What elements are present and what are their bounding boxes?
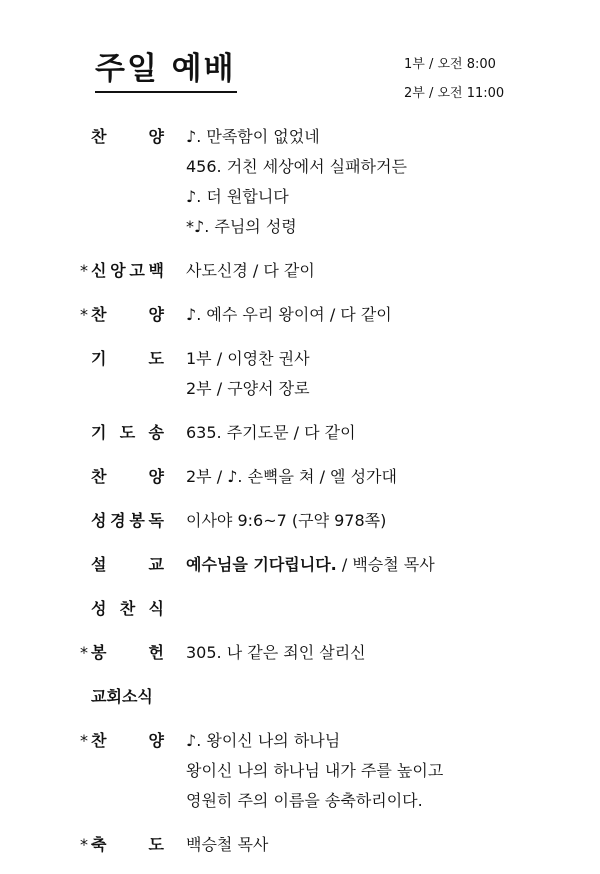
label-char: 찬 (91, 305, 107, 324)
content-line: ♪. 더 원합니다 (186, 187, 289, 206)
label-char: 신 (91, 261, 107, 280)
worship-item (80, 344, 580, 404)
content-line: 305. 나 같은 죄인 살리신 (186, 643, 366, 662)
worship-item (80, 594, 580, 624)
worship-item (80, 830, 580, 860)
label-text (91, 726, 164, 756)
service-time-2: 2부 / 오전 11:00 (404, 86, 505, 101)
worship-item-label (80, 256, 186, 286)
worship-item-content (186, 122, 580, 242)
label-char: 송 (148, 423, 164, 442)
label-char: 찬 (91, 127, 107, 146)
label-text (91, 344, 164, 374)
content-line: 2부 / ♪. 손뼉을 쳐 / 엘 성가대 (186, 467, 397, 486)
label-text (91, 256, 164, 286)
worship-item-content (186, 726, 580, 816)
content-line: ♪. 만족함이 없었네 (186, 127, 320, 146)
worship-item (80, 462, 580, 492)
label-char: 도 (148, 349, 164, 368)
label-text (91, 418, 164, 448)
label-char: 양 (148, 127, 164, 146)
content-line: 1부 / 이영찬 권사 (186, 349, 310, 368)
label-text (91, 682, 164, 712)
label-text (91, 506, 164, 536)
label-char: 찬 (119, 599, 136, 618)
content-line: *♪. 주님의 성령 (186, 217, 297, 236)
label-char: 기 (91, 423, 107, 442)
label-char: 양 (148, 731, 164, 750)
standing-mark: * (80, 261, 88, 280)
content-line: 이사야 9:6~7 (구약 978쪽) (186, 511, 387, 530)
sermon-line (186, 550, 580, 580)
label-char: 양 (148, 305, 164, 324)
label-char: 경 (110, 511, 126, 530)
worship-item-label (80, 550, 186, 580)
label-text (91, 594, 164, 624)
content-line: ♪. 왕이신 나의 하나님 (186, 731, 341, 750)
worship-item-label (80, 122, 186, 152)
content-line: 왕이신 나의 하나님 내가 주를 높이고 (186, 761, 444, 780)
content-line: 456. 거친 세상에서 실패하거든 (186, 157, 407, 176)
label-char: 교 (148, 555, 164, 574)
label-char: 앙 (110, 261, 126, 280)
content-line: 사도신경 / 다 같이 (186, 261, 315, 280)
label-text (91, 462, 164, 492)
label-char: 성 (91, 511, 107, 530)
worship-item-content (186, 830, 580, 860)
label-char: 설 (91, 555, 107, 574)
worship-item-content (186, 550, 580, 580)
label-text (91, 638, 164, 668)
label-text (91, 830, 164, 860)
content-line: 영원히 주의 이름을 송축하리이다. (186, 791, 423, 810)
worship-item-content (186, 300, 580, 330)
worship-item-content (186, 418, 580, 448)
content-line: 635. 주기도문 / 다 같이 (186, 423, 356, 442)
worship-item-label (80, 462, 186, 492)
worship-item (80, 726, 580, 816)
sermon-preacher: / 백승철 목사 (336, 555, 435, 574)
standing-mark: * (80, 305, 88, 324)
service-times (404, 50, 504, 108)
label-char: 봉 (129, 511, 145, 530)
label-char: 양 (148, 467, 164, 486)
worship-item-label (80, 418, 186, 448)
worship-item-content (186, 462, 580, 492)
sermon-title: 예수님을 기다립니다. (186, 555, 337, 574)
label-char: 식 (137, 687, 153, 706)
worship-item-label (80, 344, 186, 374)
worship-item-content (186, 344, 580, 404)
label-char: 백 (148, 261, 164, 280)
content-line: 백승철 목사 (186, 835, 269, 854)
worship-item (80, 122, 580, 242)
label-char: 기 (91, 349, 107, 368)
worship-item-label (80, 726, 186, 756)
label-char: 독 (148, 511, 164, 530)
content-line: ♪. 예수 우리 왕이여 / 다 같이 (186, 305, 392, 324)
worship-item (80, 550, 580, 580)
standing-mark: * (80, 731, 88, 750)
label-text (91, 300, 164, 330)
worship-item (80, 638, 580, 668)
label-char: 찬 (91, 467, 107, 486)
worship-item-label (80, 300, 186, 330)
content-line: 2부 / 구양서 장로 (186, 379, 310, 398)
worship-item (80, 300, 580, 330)
worship-item (80, 256, 580, 286)
label-char: 찬 (91, 731, 107, 750)
label-text (91, 550, 164, 580)
worship-item (80, 682, 580, 712)
label-char: 고 (129, 261, 145, 280)
standing-mark: * (80, 643, 88, 662)
label-char: 성 (91, 599, 107, 618)
label-char: 회 (106, 687, 122, 706)
worship-item-label (80, 506, 186, 536)
order-of-worship (80, 122, 580, 874)
service-time-1: 1부 / 오전 8:00 (404, 57, 496, 72)
label-text (91, 122, 164, 152)
label-char: 축 (91, 835, 107, 854)
worship-item-content (186, 506, 580, 536)
label-char: 헌 (148, 643, 164, 662)
label-char: 교 (91, 687, 107, 706)
worship-item-content (186, 256, 580, 286)
label-char: 도 (119, 423, 136, 442)
label-char: 봉 (91, 643, 107, 662)
standing-mark: * (80, 835, 88, 854)
label-char: 식 (148, 599, 164, 618)
worship-item-content (186, 638, 580, 668)
worship-item-label (80, 638, 186, 668)
worship-item-label (80, 594, 186, 624)
label-char: 도 (148, 835, 164, 854)
worship-item (80, 506, 580, 536)
worship-item-label (80, 682, 186, 712)
worship-item (80, 418, 580, 448)
page-title: 주일 예배 (95, 50, 237, 93)
worship-item-label (80, 830, 186, 860)
label-char: 소 (121, 687, 138, 706)
